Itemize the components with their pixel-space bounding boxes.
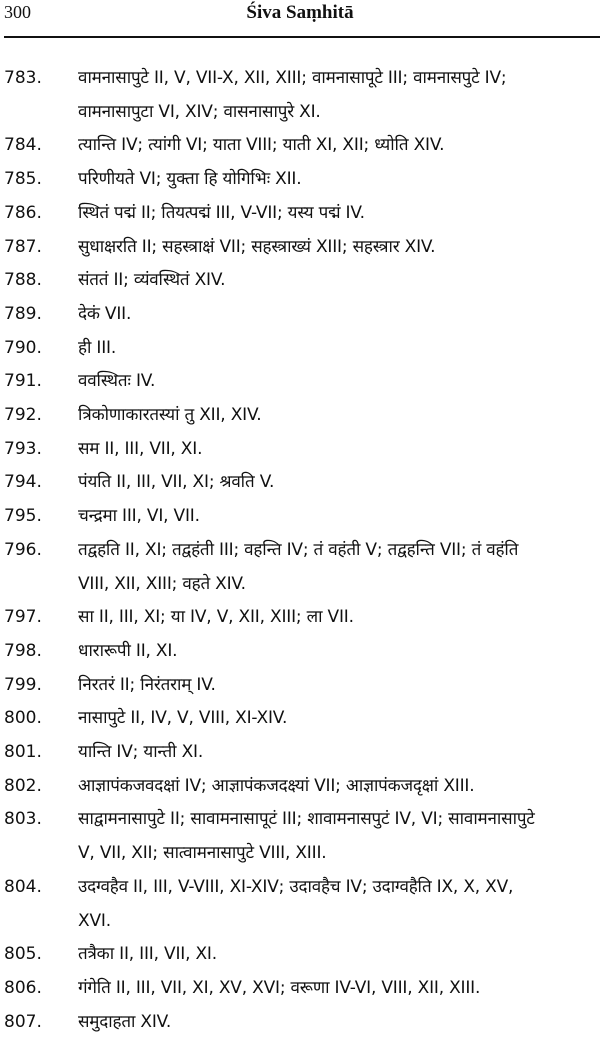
entry-text: तद्वहति II, XI; तद्वहंती III; वहन्ति IV; तं वहंती V; तद्वहन्ति VII; तं वहंति VIII, XII, XIII; वहते XIV. (78, 539, 519, 594)
entry-text: यान्ति IV; यान्ती XI. (78, 742, 204, 763)
entry-number: 807. (4, 1011, 42, 1032)
entry-text: स्थितं पद्मं II; तियत्पद्मं III, V-VII; यस्य पद्मं IV. (78, 202, 365, 223)
entry-text: निरतरं II; निरंतराम् IV. (78, 674, 216, 695)
entry-number: 785. (4, 169, 42, 190)
entry-row (0, 702, 600, 736)
entry-row (0, 298, 600, 332)
entry-number: 796. (4, 539, 42, 560)
entry-number: 783. (4, 68, 42, 88)
entry-row (0, 466, 600, 500)
entry-number: 790. (4, 337, 42, 358)
entry-row (0, 770, 600, 804)
entry-text: तत्रैका II, III, VII, XI. (78, 944, 217, 965)
entry-number: 784. (4, 135, 42, 156)
entry-text: समुदाहता XIV. (78, 1011, 172, 1032)
entry-number: 788. (4, 270, 42, 291)
entry-row (0, 871, 600, 938)
entry-row (0, 972, 600, 1006)
entry-number: 799. (4, 674, 42, 695)
entry-number: 800. (4, 708, 42, 729)
entry-text: परिणीयते VI; युक्ता हि योगिभिः XII. (78, 169, 302, 190)
running-title: Śiva Saṃhitā (246, 2, 354, 23)
entry-row (0, 500, 600, 534)
entry-text: देकं VII. (78, 303, 132, 324)
entry-number: 791. (4, 371, 42, 392)
entry-row (0, 601, 600, 635)
entry-text: त्रिकोणाकारतस्यां तु XII, XIV. (78, 405, 262, 426)
entry-text: धारारूपी II, XI. (78, 640, 178, 661)
entry-number: 794. (4, 472, 42, 493)
header-rule (4, 36, 600, 38)
entry-text: संततं II; व्यंवस्थितं XIV. (78, 270, 226, 291)
entry-number: 789. (4, 303, 42, 324)
entry-row (0, 736, 600, 770)
entry-text: सा II, III, XI; या IV, V, XII, XIII; ला VII. (78, 607, 354, 628)
entry-text: सुधाक्षरति II; सहस्त्राक्षं VII; सहस्त्राख्यं XIII; सहस्त्रार XIV. (78, 236, 436, 257)
entry-number: 786. (4, 202, 42, 223)
entry-row (0, 534, 600, 601)
entry-row (0, 803, 600, 870)
entry-row (0, 332, 600, 366)
entry-number: 798. (4, 640, 42, 661)
entry-text: वामनासापुटे II, V, VII-X, XII, XIII; वामनासापूटे III; वामनासपुटे IV; वामनासापुटा VI, XIV; वासनासापुरे XI. (78, 68, 507, 122)
entry-row (0, 399, 600, 433)
entry-number: 792. (4, 405, 42, 426)
entry-number: 806. (4, 977, 42, 998)
entry-row (0, 231, 600, 265)
entry-row (0, 129, 600, 163)
page-number: 300 (4, 2, 31, 22)
entry-text: सम II, III, VII, XI. (78, 438, 203, 459)
entry-number: 801. (4, 742, 42, 763)
entry-row (0, 1006, 600, 1039)
entry-number: 797. (4, 607, 42, 628)
entry-number: 802. (4, 775, 42, 796)
entry-number: 804. (4, 876, 42, 897)
entry-text: ववस्थितः IV. (78, 371, 156, 392)
entry-row (0, 635, 600, 669)
entry-number: 805. (4, 944, 42, 965)
entry-text: पंयति II, III, VII, XI; श्रवति V. (78, 472, 275, 493)
entry-text: आज्ञापंकजवदक्षां IV; आज्ञापंकजदक्ष्यां VII; आज्ञापंकजदृक्षां XIII. (78, 775, 475, 796)
entry-number: 803. (4, 809, 42, 830)
entry-number: 787. (4, 236, 42, 257)
entry-text: साद्वामनासापुटे II; सावामनासापूटं III; शावामनासपुटं IV, VI; सावामनासापुटे V, VII, XII; सात्वामनासापुटे VIII, XIII. (78, 809, 535, 864)
entry-text: त्यान्ति IV; त्यांगी VI; याता VIII; याती XI, XII; ध्योति XIV. (78, 135, 445, 156)
entry-row (0, 669, 600, 703)
entry-row (0, 433, 600, 467)
entry-row (0, 938, 600, 972)
entry-text: चन्द्रमा III, VI, VII. (78, 506, 200, 527)
entry-number: 795. (4, 506, 42, 527)
entry-row (0, 62, 600, 129)
entry-text: उदग्वहैव II, III, V-VIII, XI-XIV; उदावहैच IV; उदाग्वहैति IX, X, XV, XVI. (78, 876, 514, 931)
entry-text: गंगेति II, III, VII, XI, XV, XVI; वरूणा IV-VI, VIII, XII, XIII. (78, 977, 481, 998)
entry-text: ही III. (78, 337, 117, 358)
entry-row (0, 163, 600, 197)
entry-text: नासापुटे II, IV, V, VIII, XI-XIV. (78, 708, 288, 729)
entry-number: 793. (4, 438, 42, 459)
entry-row (0, 365, 600, 399)
page-header (0, 0, 600, 40)
entry-row (0, 197, 600, 231)
entry-row (0, 264, 600, 298)
variant-readings-list (0, 62, 600, 1039)
